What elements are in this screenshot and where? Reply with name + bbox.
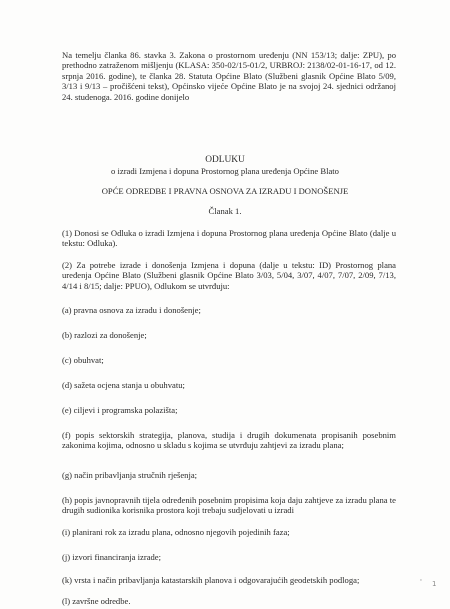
list-item: (b) razlozi za donošenje; <box>62 330 147 340</box>
list-item: (a) pravna osnova za izradu i donošenje; <box>62 305 201 315</box>
margin-mark: 1 <box>432 580 437 588</box>
list-item: (i) planirani rok za izradu plana, odnosno njegovih pojedinih faza; <box>62 527 290 537</box>
list-item: (c) obuhvat; <box>62 355 104 365</box>
list-item: (k) vrsta i način pribavljanja katastarskih planova i odgovarajućih geodetskih podloga; <box>62 575 360 585</box>
decision-subtitle: o izradi Izmjena i dopuna Prostornog plana uređenja Općine Blato <box>111 166 339 176</box>
decision-title: ODLUKU <box>205 155 245 165</box>
preamble-paragraph: Na temelju članka 86. stavka 3. Zakona o prostornom uređenju (NN 153/13; dalje: ZPU), po prethodno zatraženom mišljenju (KLASA: 350-02/15-01/2, URBROJ: 2138/02-01-16-17, od 12. srpnja 2016. godine), te članka 28. Statuta Općine Blato (Službeni glasnik Općine Blato 5/09, 3/13 i 9/13 – pročišćeni tekst), Općinsko vijeće Općine Blato je na svojoj 24. sjednici održanoj 24. studenoga. 2016. godine donijelo <box>62 50 396 102</box>
paragraph-2: (2) Za potrebe izrade i donošenja Izmjena i dopuna (dalje u tekstu: ID) Prostornog plana uređenja Općine Blato (Službeni glasnik Općine Blato 3/03, 5/04, 3/07, 4/07, 7/07, 2/09, 7/13, 4/14 i 8/15; dalje: PPUO), Odlukom se utvrđuju: <box>62 260 396 291</box>
list-item: (j) izvori financiranja izrade; <box>62 552 162 562</box>
list-item: (g) način pribavljanja stručnih rješenja; <box>62 470 198 480</box>
list-item: (d) sažeta ocjena stanja u obuhvatu; <box>62 380 185 390</box>
section-heading: OPĆE ODREDBE I PRAVNA OSNOVA ZA IZRADU I DONOŠENJE <box>101 186 349 196</box>
list-item: (f) popis sektorskih strategija, planova, studija i drugih dokumenata propisanih posebnim zakonima kojima, odnosno u skladu s kojima se utvrđuju zahtjevi za izradu plana; <box>62 430 396 451</box>
list-item: (h) popis javnopravnih tijela određenih posebnim propisima koja daju zahtjeve za izradu plana te drugih sudionika korisnika prostora koji trebaju sudjelovati u izradi <box>62 495 396 516</box>
list-item: (e) ciljevi i programska polazišta; <box>62 405 178 415</box>
article-heading: Članak 1. <box>208 206 242 216</box>
paragraph-1: (1) Donosi se Odluka o izradi Izmjena i dopuna Prostornog plana uređenja Općine Blato (dalje u tekstu: Odluka). <box>62 228 396 249</box>
list-item: (l) završne odredbe. <box>62 596 131 606</box>
margin-mark: ' <box>420 578 422 586</box>
